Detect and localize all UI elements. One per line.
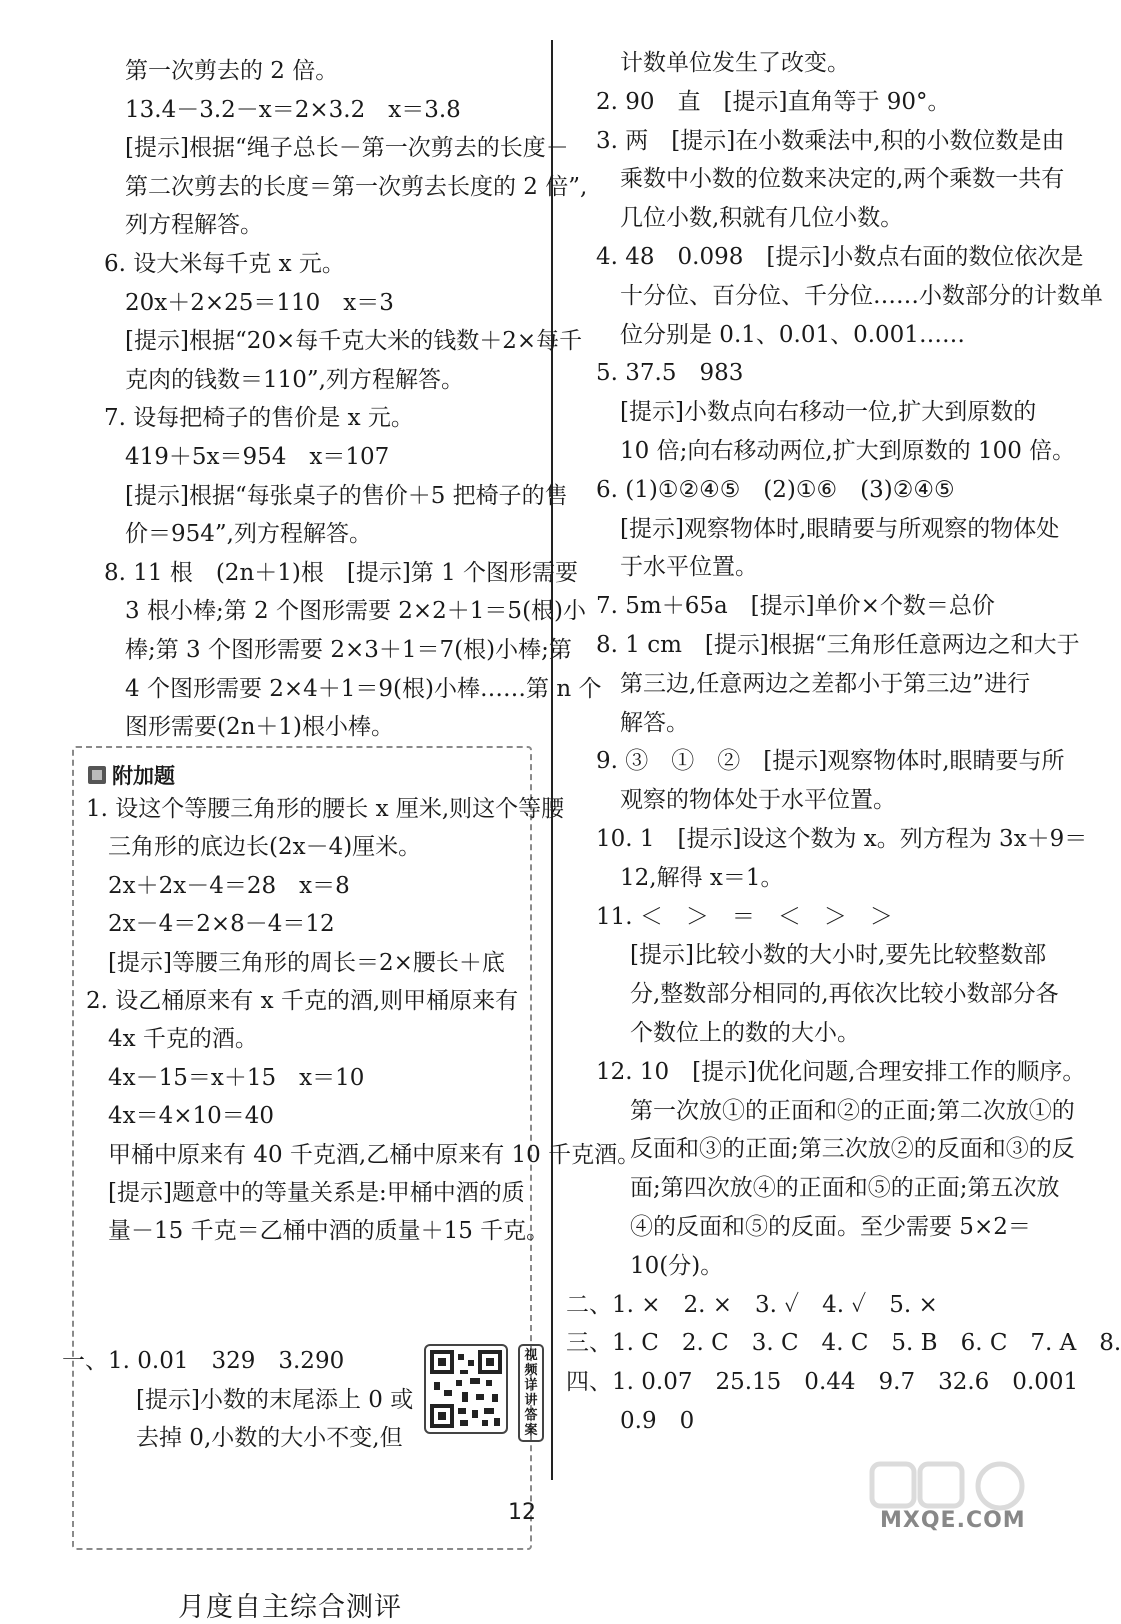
text-line: 分,整数部分相同的,再依次比较小数部分各: [630, 981, 1059, 1008]
text-line: [提示]小数点向右移动一位,扩大到原数的: [620, 399, 1037, 426]
text-line: 10 倍;向右移动两位,扩大到原数的 100 倍。: [620, 438, 1076, 464]
text-line: 观察的物体处于水平位置。: [620, 787, 896, 814]
text-line: 1. 设这个等腰三角形的腰长 x 厘米,则这个等腰: [86, 796, 565, 822]
text-line: 6. 设大米每千克 x 元。: [104, 251, 345, 277]
text-line: 10(分)。: [630, 1252, 724, 1279]
text-line: 4x＝4×10＝40: [108, 1103, 275, 1130]
bonus-tag-label: 附加题: [112, 764, 175, 788]
text-line: 个数位上的数的大小。: [630, 1020, 860, 1046]
text-line: 十分位、百分位、千分位……小数部分的计数单: [620, 282, 1103, 309]
text-line: 8. 11 根 (2n＋1)根 [提示]第 1 个图形需要: [104, 559, 579, 586]
text-line: 图形需要(2n＋1)根小棒。: [125, 714, 395, 741]
text-line: 量－15 千克＝乙桶中酒的质量＋15 千克。: [108, 1218, 550, 1245]
text-line: 一、1. 0.01 329 3.290: [62, 1348, 345, 1374]
text-line: 第一次放①的正面和②的正面;第二次放①的: [630, 1097, 1075, 1124]
text-line: [提示]观察物体时,眼睛要与所观察的物体处: [620, 515, 1060, 542]
text-line: 棒;第 3 个图形需要 2×3＋1＝7(根)小棒;第: [125, 637, 572, 663]
text-line: 几位小数,积就有几位小数。: [620, 205, 904, 232]
text-line: 于水平位置。: [620, 554, 758, 581]
text-line: 计数单位发生了改变。: [620, 50, 850, 76]
text-line: [提示]等腰三角形的周长＝2×腰长＋底: [108, 949, 505, 976]
qr-code-graphic: [426, 1346, 506, 1432]
text-line: 2. 设乙桶原来有 x 千克的酒,则甲桶原来有: [86, 988, 519, 1014]
text-line: 12. 10 [提示]优化问题,合理安排工作的顺序。: [596, 1058, 1086, 1085]
text-line: 二、1. × 2. × 3. ✓ 4. ✓ 5. ×: [566, 1291, 938, 1318]
text-line: 甲桶中原来有 40 千克酒,乙桶中原来有 10 千克酒。: [108, 1141, 641, 1168]
text-line: 解答。: [620, 709, 689, 736]
text-line: 第一次剪去的 2 倍。: [125, 58, 339, 84]
text-line: 4x 千克的酒。: [108, 1026, 258, 1053]
text-line: 第三边,任意两边之差都小于第三边”进行: [620, 670, 1031, 697]
text-line: 13.4－3.2－x＝2×3.2 x＝3.8: [125, 96, 461, 123]
text-line: 8. 1 cm [提示]根据“三角形任意两边之和大于: [596, 632, 1080, 658]
bonus-tag-icon: [88, 766, 106, 784]
text-line: [提示]根据“20×每千克大米的钱数＋2×每千: [125, 328, 583, 355]
text-line: 三、1. C 2. C 3. C 4. C 5. B 6. C 7. A 8.: [566, 1330, 1121, 1357]
text-line: [提示]根据“每张桌子的售价＋5 把椅子的售: [125, 482, 568, 509]
text-line: 去掉 0,小数的大小不变,但: [136, 1425, 403, 1451]
text-line: 位分别是 0.1、0.01、0.001……: [620, 321, 965, 348]
text-line: 2. 90 直 [提示]直角等于 90°。: [596, 88, 951, 115]
text-line: 克肉的钱数＝110”,列方程解答。: [125, 366, 464, 393]
section-title: 月度自主综合测评: [178, 1592, 402, 1623]
text-line: 价＝954”,列方程解答。: [125, 521, 372, 548]
text-line: [提示]比较小数的大小时,要先比较整数部: [630, 942, 1047, 969]
text-line: [提示]根据“绳子总长－第一次剪去的长度－: [125, 135, 569, 162]
bonus-tag: [88, 760, 175, 790]
column-divider: [551, 40, 553, 1480]
text-line: 面;第四次放④的正面和⑤的正面;第五次放: [630, 1175, 1060, 1202]
text-line: ④的反面和⑤的反面。至少需要 5×2＝: [630, 1214, 1031, 1240]
qr-caption: 视频详讲答案: [518, 1344, 544, 1442]
text-line: 3 根小棒;第 2 个图形需要 2×2＋1＝5(根)小: [125, 598, 587, 625]
text-line: 乘数中小数的位数来决定的,两个乘数一共有: [620, 166, 1065, 193]
text-line: 11. ＜ ＞ ＝ ＜ ＞ ＞: [596, 903, 893, 930]
text-line: 10. 1 [提示]设这个数为 x。列方程为 3x＋9＝: [596, 826, 1088, 852]
text-line: 三角形的底边长(2x－4)厘米。: [108, 834, 422, 861]
text-line: 20x＋2×25＝110 x＝3: [125, 289, 394, 316]
text-line: 4 个图形需要 2×4＋1＝9(根)小棒……第 n 个: [125, 675, 602, 702]
text-line: 7. 设每把椅子的售价是 x 元。: [104, 405, 414, 432]
text-line: [提示]小数的末尾添上 0 或: [136, 1386, 414, 1413]
text-line: 3. 两 [提示]在小数乘法中,积的小数位数是由: [596, 127, 1065, 154]
text-line: 9. ③ ① ② [提示]观察物体时,眼睛要与所: [596, 748, 1065, 775]
text-line: 2x＋2x－4＝28 x＝8: [108, 872, 350, 899]
text-line: 5. 37.5 983: [596, 360, 744, 387]
qr-code-icon[interactable]: [424, 1344, 508, 1434]
text-line: 反面和③的正面;第三次放②的反面和③的反: [630, 1136, 1075, 1163]
text-line: 2x－4＝2×8－4＝12: [108, 911, 335, 938]
page-number: 12: [508, 1500, 536, 1525]
text-line: 第二次剪去的长度＝第一次剪去长度的 2 倍”,: [125, 173, 588, 200]
text-line: 419＋5x＝954 x＝107: [125, 444, 390, 470]
text-line: 12,解得 x＝1。: [620, 864, 784, 891]
text-line: 4. 48 0.098 [提示]小数点右面的数位依次是: [596, 244, 1084, 270]
text-line: [提示]题意中的等量关系是:甲桶中酒的质: [108, 1180, 525, 1206]
text-line: 列方程解答。: [125, 212, 263, 239]
watermark-text: MXQE.COM: [880, 1508, 1026, 1533]
text-line: 4x－15＝x＋15 x＝10: [108, 1064, 365, 1091]
text-line: 四、1. 0.07 25.15 0.44 9.7 32.6 0.001: [566, 1369, 1079, 1396]
text-line: 6. (1)①②④⑤ (2)①⑥ (3)②④⑤: [596, 476, 955, 503]
text-line: 7. 5m＋65a [提示]单价×个数＝总价: [596, 593, 995, 620]
text-line: 0.9 0: [620, 1408, 695, 1434]
